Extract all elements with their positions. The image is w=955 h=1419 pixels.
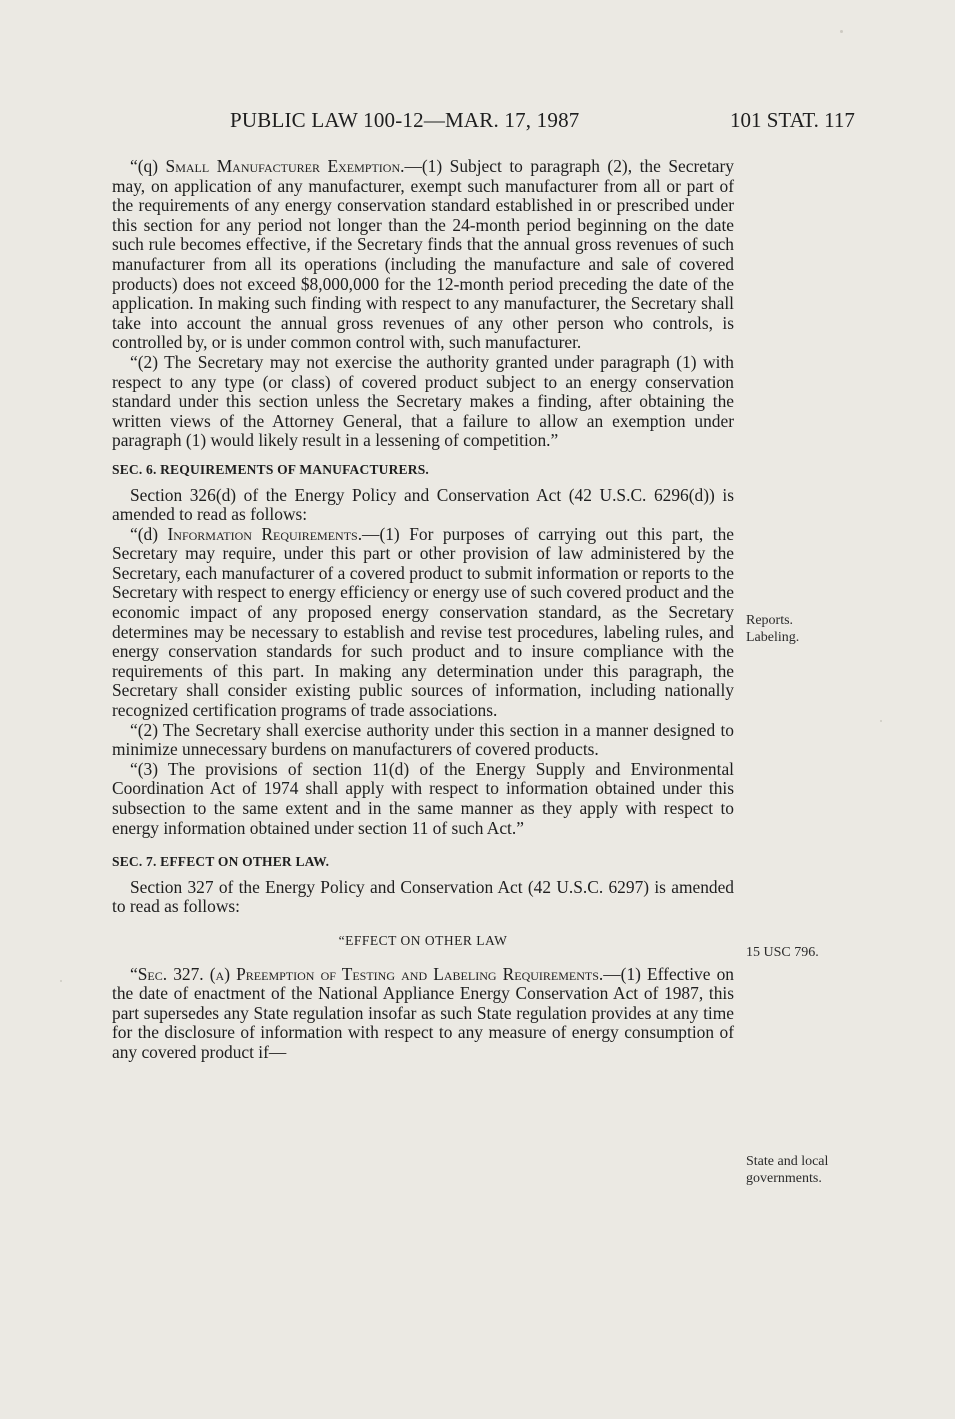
margin-note-labeling: Labeling. (746, 630, 800, 645)
paragraph-q2: “(2) The Secretary may not exercise the authority granted under paragraph (1) with respect to any type (or class) of covered product subject to an energy conservation standard under this section unless the Secretary makes a finding, after obtaining the written views of the Attorney General, that a failure to allow an exemption under paragraph (1) would likely result in a lessening of competition.” (112, 351, 734, 451)
paragraph-sec-327-a (112, 965, 734, 1063)
paragraph-label: “Sec. 327. (a) (130, 963, 237, 984)
section-6-intro: Section 326(d) of the Energy Policy and Conservation Act (42 U.S.C. 6296(d)) is amended to read as follows: (112, 484, 734, 525)
section-7-heading: SEC. 7. EFFECT ON OTHER LAW. (112, 854, 330, 870)
paper-speck (880, 720, 882, 722)
margin-note-usc: 15 USC 796. (746, 945, 819, 960)
section-7-intro: Section 327 of the Energy Policy and Conservation Act (42 U.S.C. 6297) is amended to read as follows: (112, 876, 734, 917)
paragraph-text: .—(1) For purposes of carrying out this part, the Secretary may require, under this part or other provision of law administered by the Secretary, each manufacturer of a covered product to submit information or reports to the Secretary with respect to energy efficiency or energy use of such covered product and the economic impact of any proposed energy conservation standard, as the Secretary determines may be necessary to establish and revise test procedures, labeling rules, and energy conservation standards for such product and to insure compliance with the requirements of this part. In making any determination under this paragraph, the Secretary shall consider existing public sources of information, including nationally recognized certification programs of trade associations. (112, 523, 734, 721)
paragraph-label: “(d) (130, 523, 168, 544)
paragraph-d1 (112, 525, 734, 721)
paragraph-text: .—(1) Subject to paragraph (2), the Secretary may, on application of any manufacturer, exempt such manufacturer from all or part of the requirements of any energy conservation standard established in or prescribed under this section for any period not longer than the 24-month period beginning on the date such rule becomes effective, if the Secretary finds that the annual gross revenues of such manufacturer from all its operations (including the manufacture and sale of covered products) does not exceed $8,000,000 for the 12-month period preceding the date of the application. In making such finding with respect to any manufacturer, the Secretary shall take into account the annual gross revenues of any other person who controls, is controlled by, or is under common control with, such manufacturer. (112, 156, 735, 353)
paper-speck (60, 980, 62, 982)
margin-note-reports: Reports. (746, 613, 794, 628)
margin-note-governments: governments. (746, 1171, 822, 1186)
statute-body (112, 157, 734, 1063)
paragraph-q1 (112, 157, 734, 353)
paragraph-caption: Information Requirements (167, 523, 358, 544)
running-header-page: 101 STAT. 117 (730, 108, 855, 132)
paper-speck (840, 30, 843, 33)
running-header-title: PUBLIC LAW 100-12—MAR. 17, 1987 (230, 108, 580, 132)
paragraph-d2: “(2) The Secretary shall exercise authority under this section in a manner designed to minimize unnecessary burdens on manufacturers of covered products. (112, 719, 734, 760)
paragraph-d3: “(3) The provisions of section 11(d) of the Energy Supply and Environmental Coordination Act of 1974 shall apply with respect to information obtained under this subsection to the same extent and in the same manner as they apply with respect to energy information obtained under section 11 of such Act.” (112, 758, 734, 838)
effect-on-other-law-heading: “EFFECT ON OTHER LAW (338, 932, 508, 948)
paragraph-caption: Preemption of Testing and Labeling Requirements (236, 963, 599, 984)
paragraph-caption: Small Manufacturer Exemption (165, 156, 401, 176)
section-6-heading: SEC. 6. REQUIREMENTS OF MANUFACTURERS. (112, 461, 429, 477)
paragraph-text: .—(1) Effective on the date of enactment of the National Appliance Energy Conservation Act of 1987, this part supersedes any State regulation insofar as such State regulation provides at any time for the disclosure of information with respect to any measure of energy consumption of any covered product if— (112, 963, 734, 1062)
margin-note-state-local: State and local (746, 1154, 829, 1169)
paragraph-label: “(q) (130, 156, 166, 176)
